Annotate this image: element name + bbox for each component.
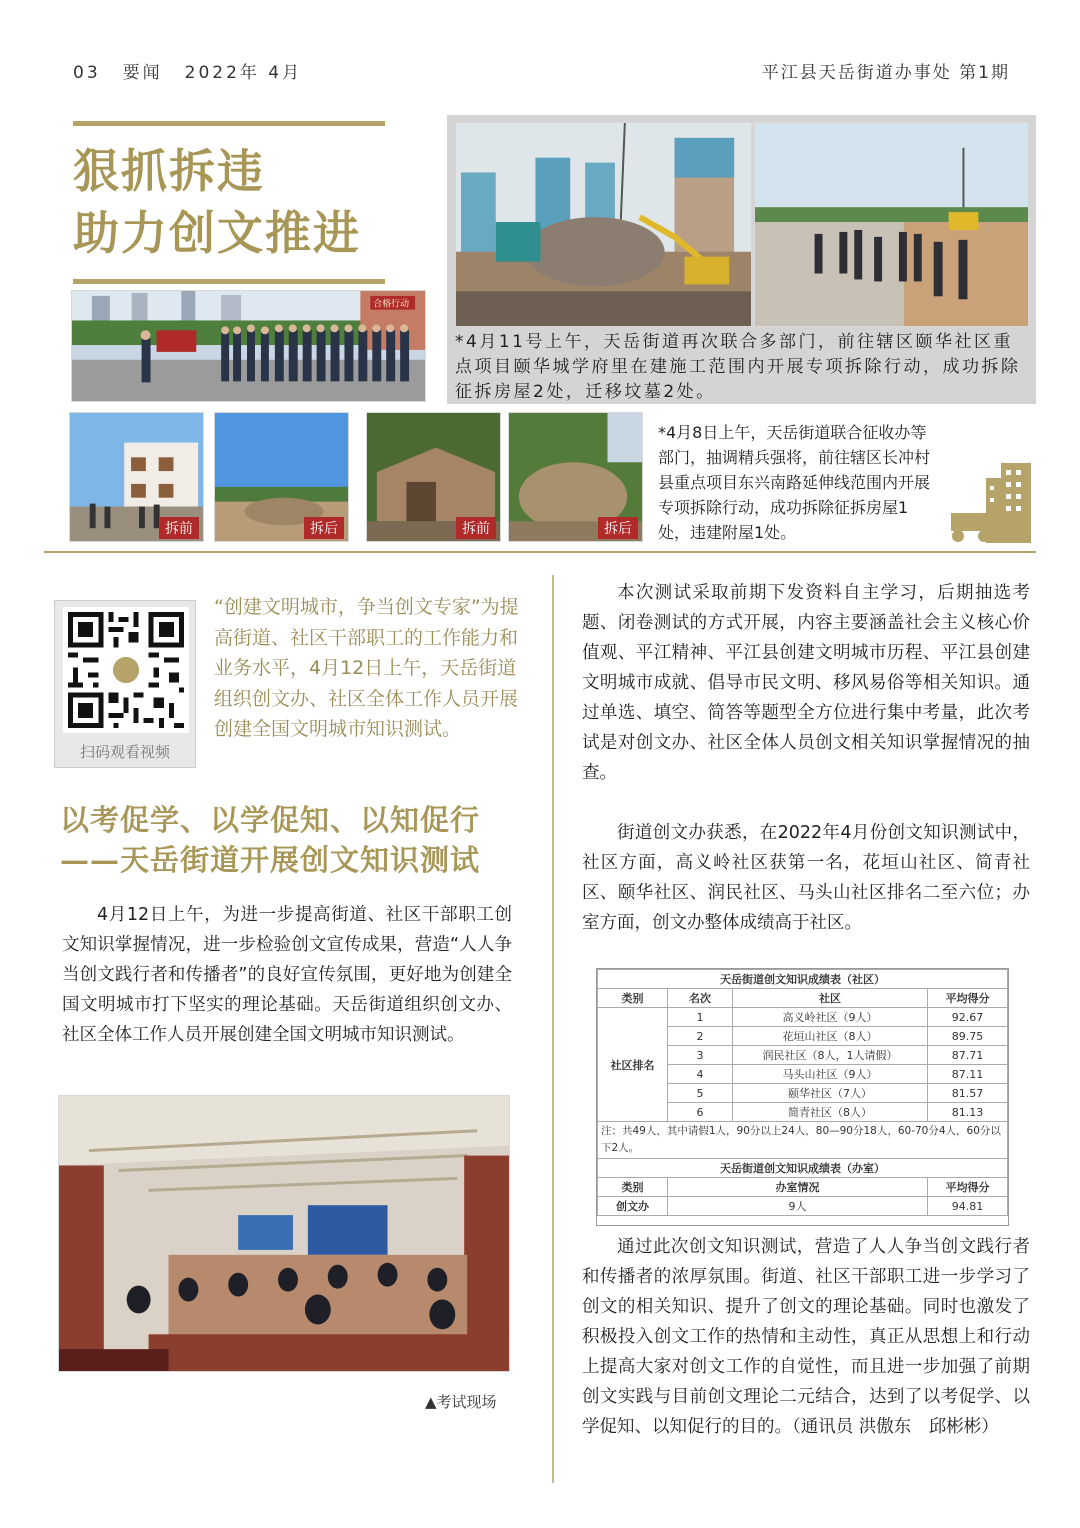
badge-before-1: 拆前: [159, 517, 199, 539]
community-cell: 简青社区（8人）: [733, 1103, 928, 1122]
office-col-score: 平均得分: [928, 1178, 1008, 1197]
page-title: [73, 140, 393, 264]
demolition-caption-main: *4月11号上午，天岳街道再次联合多部门，前往辖区颐华社区重点项目颐华城学府里在建施工范围内开展专项拆除行动，成功拆除征拆房屋2处，迁移坟墓2处。: [455, 332, 1021, 402]
title-rule-bottom: [73, 279, 385, 284]
article-para-1: 4月12日上午，为进一步提高街道、社区干部职工创文知识掌握情况，进一步检验创文宣传成果，营造“人人争当创文践行者和传播者”的良好宣传氛围，更好地为创建全国文明城市打下坚实的理论基础。天岳街道组织创文办、社区全体工作人员开展创建全国文明城市知识测试。: [62, 905, 512, 1045]
badge-before-2: 拆前: [456, 517, 496, 539]
group-photo: [71, 290, 426, 402]
qr-code-icon: [63, 607, 189, 733]
col-rank: 名次: [668, 989, 733, 1008]
rank-cell: 3: [668, 1046, 733, 1065]
table-row: [598, 1008, 1008, 1027]
score-cell: 87.71: [928, 1046, 1008, 1065]
after-photo-1: [214, 412, 349, 542]
office-col-info: 办室情况: [668, 1178, 928, 1197]
demolition-photo-2: [754, 122, 1029, 327]
page-number: 03: [73, 63, 101, 83]
score-cell: 92.67: [928, 1008, 1008, 1027]
score-cell: 89.75: [928, 1027, 1008, 1046]
headline-line-1: 以考促学、以学促知、以知促行: [60, 803, 481, 837]
score-cell: 81.13: [928, 1103, 1008, 1122]
col-community: 社区: [733, 989, 928, 1008]
table-title-community: 天岳街道创文知识成绩表（社区）: [598, 970, 1008, 989]
badge-after-2: 拆后: [598, 517, 638, 539]
article-para-3: 街道创文办获悉，在2022年4月份创文知识测试中，社区方面，高义岭社区获第一名，花垣山社区、简青社区、颐华社区、润民社区、马头山社区排名二至六位；办室方面，创文办整体成绩高于社区。: [582, 823, 1030, 933]
category-cell: 社区排名: [598, 1008, 668, 1122]
exam-photo: [58, 1095, 510, 1372]
community-cell: 花垣山社区（8人）: [733, 1027, 928, 1046]
demolition-caption-side: *4月8日上午，天岳街道联合征收办等部门，抽调精兵强将，前往辖区长冲村县重点项目东兴南路延伸线范围内开展专项拆除行动，成功拆除征拆房屋1处，违建附屋1处。: [658, 423, 931, 542]
intro-text: “创建文明城市，争当创文专家”为提高街道、社区干部职工的工作能力和业务水平，4月12日上午，天岳街道组织创文办、社区全体工作人员开展创建全国文明城市知识测试。: [214, 596, 519, 740]
title-rule-top: [73, 121, 385, 126]
score-table: [596, 968, 1009, 1226]
exam-photo-caption: ▲考试现场: [425, 1393, 497, 1411]
office-category-cell: 创文办: [598, 1197, 668, 1216]
score-cell: 87.11: [928, 1065, 1008, 1084]
table-note: 注：共49人，其中请假1人，90分以上24人，80—90分18人，60-70分4人，60分以下2人。: [598, 1122, 1008, 1159]
article-headline: [60, 800, 535, 880]
qr-label: 扫码观看视频: [79, 743, 170, 761]
headline-line-2: ——天岳街道开展创文知识测试: [60, 843, 481, 877]
after-photo-2: [508, 412, 643, 542]
page-header-left: [73, 58, 324, 83]
before-photo-1: [69, 412, 204, 542]
section-divider: [44, 551, 1036, 553]
rank-cell: 2: [668, 1027, 733, 1046]
section-name: 要闻: [122, 63, 163, 83]
issue-date: 2022年 4月: [184, 63, 303, 83]
community-cell: 润民社区（8人，1人请假）: [733, 1046, 928, 1065]
title-line-2: 助力创文推进: [73, 206, 361, 260]
rank-cell: 5: [668, 1084, 733, 1103]
table-row: [598, 1197, 1008, 1216]
article-para-4: 通过此次创文知识测试，营造了人人争当创文践行者和传播者的浓厚氛围。街道、社区干部职工进一步学习了创文的相关知识、提升了创文的理论基础。同时也激发了积极投入创文工作的热情和主动性，真正从思想上和行动上提高大家对创文工作的自觉性，而且进一步加强了前期创文实践与目前创文理论二元结合，达到了以考促学、以学促知、以知促行的目的。（通讯员 洪傲东 邱彬彬）: [582, 1237, 1030, 1437]
column-divider: [552, 575, 554, 1483]
table-title-office: 天岳街道创文知识成绩表（办室）: [598, 1159, 1008, 1178]
rank-cell: 6: [668, 1103, 733, 1122]
excavator-building-icon: [946, 458, 1036, 548]
office-info-cell: 9人: [668, 1197, 928, 1216]
qr-code-box[interactable]: [54, 600, 196, 768]
banner-text: 合格行动: [373, 299, 410, 310]
office-score-cell: 94.81: [928, 1197, 1008, 1216]
col-score: 平均得分: [928, 989, 1008, 1008]
title-line-1: 狠抓拆违: [73, 144, 265, 198]
community-cell: 马头山社区（9人）: [733, 1065, 928, 1084]
rank-cell: 4: [668, 1065, 733, 1084]
badge-after-1: 拆后: [304, 517, 344, 539]
office-col-category: 类别: [598, 1178, 668, 1197]
score-cell: 81.57: [928, 1084, 1008, 1103]
publisher: 平江县天岳街道办事处 第1期: [761, 63, 1010, 83]
community-cell: 颐华社区（7人）: [733, 1084, 928, 1103]
col-category: 类别: [598, 989, 668, 1008]
rank-cell: 1: [668, 1008, 733, 1027]
before-photo-2: [366, 412, 501, 542]
community-cell: 高义岭社区（9人）: [733, 1008, 928, 1027]
demolition-photo-1: [455, 122, 752, 327]
article-para-2: 本次测试采取前期下发资料自主学习，后期抽选考题、闭卷测试的方式开展，内容主要涵盖社会主义核心价值观、平江精神、平江县创建文明城市历程、平江县创建文明城市成就、倡导市民文明、移风易俗等相关知识。通过单选、填空、简答等题型全方位进行集中考量，此次考试是对创文办、社区全体人员创文相关知识掌握情况的抽查。: [582, 583, 1030, 783]
